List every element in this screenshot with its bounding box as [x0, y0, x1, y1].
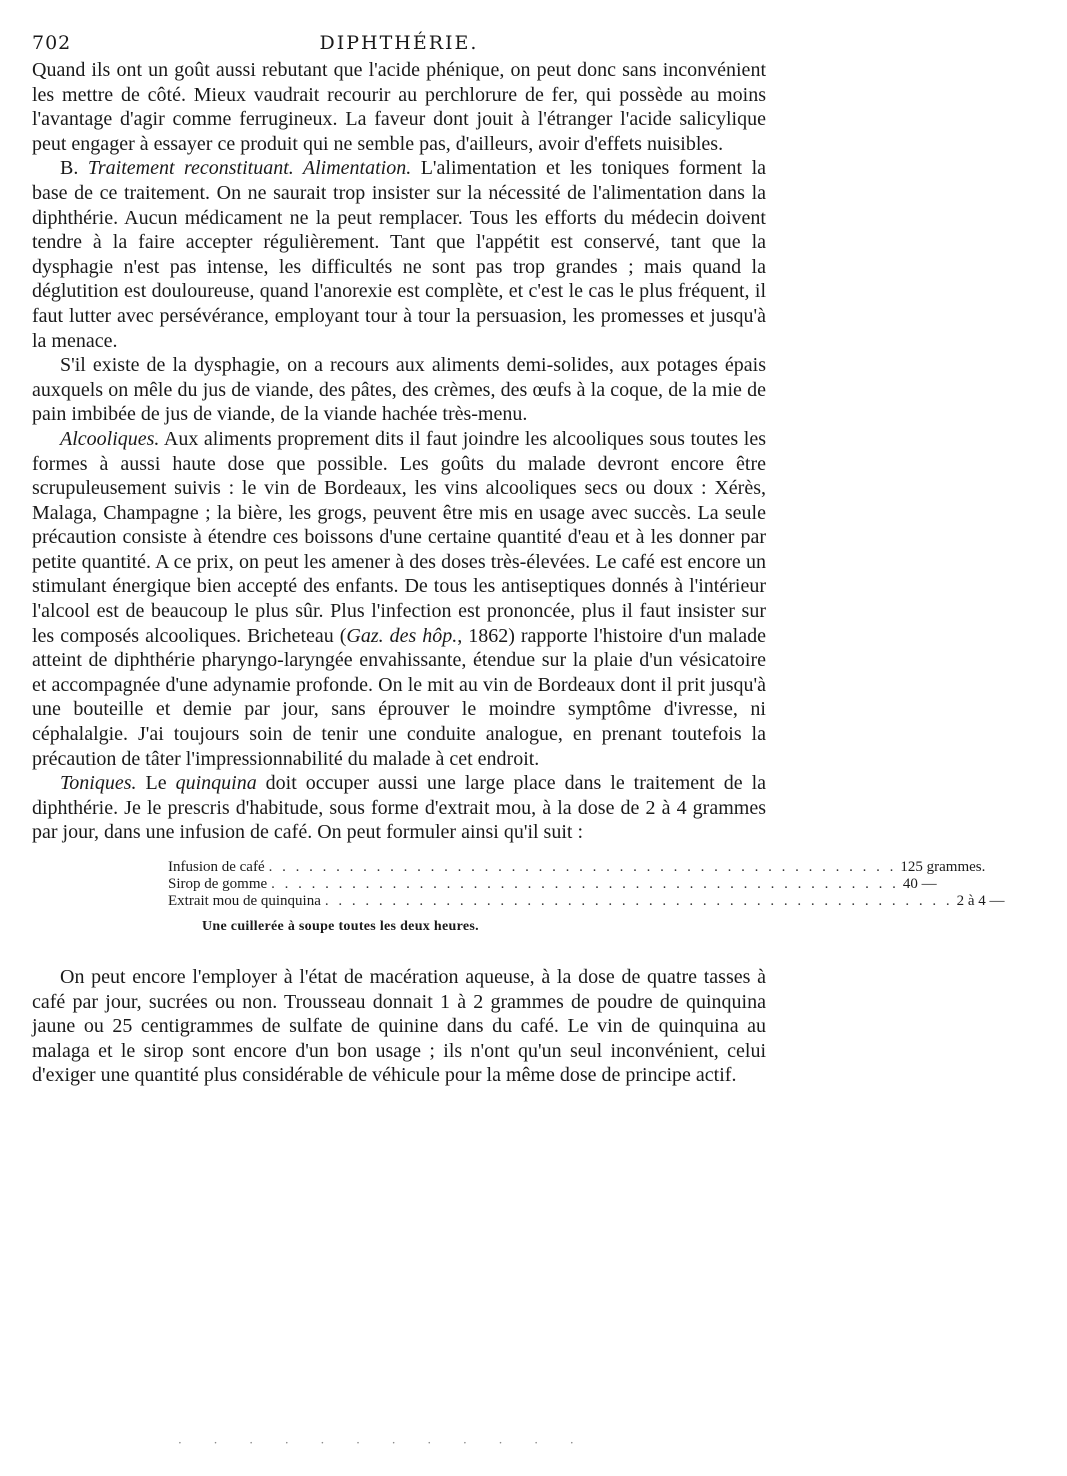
term-quinquina: quinquina	[175, 772, 257, 795]
section-heading-toniques: Toniques.	[60, 772, 137, 795]
paragraph-reconstituant	[32, 156, 766, 353]
page-number: 702	[32, 32, 72, 54]
recipe-ingredient: Extrait mou de quinquina	[168, 893, 321, 909]
paragraph-alcooliques-text-a: Aux aliments proprement dits il faut joindre les alcooliques sous toutes les formes à aussi haute dose que possible. Les goûts du malade devront encore être scrupuleusement suivis : le vin de Bordeaux, les vins alcooliques secs ou doux : Xérès, Malaga, Champagne ; la bière, les grogs, peuvent être mis en usage avec succès. La seule précaution consiste à étendre ces boissons d'une certaine quantité d'eau et à les donner par petite quantité. A ce prix, on peut les amener à des doses très-élevées. Le café est encore un stimulant énergique bien accepté des enfants. De tous les antiseptiques donnés à l'intérieur l'alcool est de beaucoup le plus sûr. Plus l'infection est prononcée, plus il faut insister sur les composés alcooliques. Bricheteau (	[32, 427, 766, 647]
recipe-quantity: 2 à 4 —	[956, 893, 1005, 909]
paragraph-maceration: On peut encore l'employer à l'état de macération aqueuse, à la dose de quatre tasses à café par jour, sucrées ou non. Trousseau donnait 1 à 2 grammes de poudre de quinquina jaune ou 25 centigrammes de sulfate de quinine dans du café. Le vin de quinquina au malaga et le sirop sont encore d'un bon usage ; ils n'ont qu'un seul inconvénient, celui d'exiger une quantité plus considérable de véhicule pour la même dose de principe actif.	[32, 966, 766, 1087]
leader-dots	[265, 859, 901, 876]
paragraph-toniques-text-b: doit occuper aussi une large place dans le traitement de la diphthérie. Je le prescris d'habitude, sous forme d'extrait mou, à la dose de 2 à 4 grammes par jour, dans une infusion de café. On peut formuler ainsi qu'il suit :	[32, 772, 767, 844]
body-text	[32, 58, 766, 845]
body-text-continued	[32, 965, 766, 1088]
recipe-dosage-note: Une cuillerée à soupe toutes les deux heures.	[202, 919, 479, 934]
recipe-row	[168, 859, 986, 876]
leader-dots	[321, 893, 957, 910]
recipe-formula	[32, 859, 1005, 935]
page-header	[32, 28, 766, 58]
section-letter: B.	[60, 157, 79, 180]
paragraph-phenique: Quand ils ont un goût aussi rebutant que l'acide phénique, on peut donc sans inconvénient les mettre de côté. Mieux vaudrait recourir au perchlorure de fer, qui possède au moins l'avantage d'agir comme ferrugineux. La faveur dont jouit à l'étranger l'acide salicylique peut engager à essayer ce produit qui ne semble pas, d'ailleurs, avoir d'effets nuisibles.	[32, 59, 766, 155]
recipe-ingredient: Infusion de café	[168, 859, 265, 875]
section-heading-alcooliques: Alcooliques.	[60, 427, 160, 450]
footer-smudge-marks: · · · · · · · · · · · ·	[178, 1436, 588, 1450]
paragraph-toniques	[32, 771, 766, 845]
recipe-quantity: 125 grammes.	[900, 859, 986, 875]
citation-gazette: Gaz. des hôp.	[346, 624, 458, 647]
paragraph-alcooliques	[32, 427, 766, 771]
paragraph-reconstituant-text: L'alimentation et les toniques forment la base de ce traitement. On ne saurait trop insister sur la nécessité de l'alimentation dans la diphthérie. Aucun médicament ne la peut remplacer. Tous les efforts du médecin doivent tendre à la faire accepter régulièrement. Tant que l'appétit est conservé, tant que la dysphagie n'est pas intense, les difficultés ne sont pas trop grandes ; mais quand la déglutition est douloureuse, quand l'anorexie est complète, et c'est le cas le plus fréquent, il faut lutter avec persévérance, employant tour à tour la persuasion, les promesses et jusqu'à la menace.	[32, 157, 767, 352]
recipe-row	[168, 876, 937, 893]
paragraph-dysphagie: S'il existe de la dysphagie, on a recours aux aliments demi-solides, aux potages épais auxquels on mêle du jus de viande, des pâtes, des crèmes, des œufs à la coque, de la mie de pain imbibée de jus de viande, de la viande hachée très-menu.	[32, 354, 766, 426]
section-heading-reconstituant: Traitement reconstituant. Alimentation.	[87, 157, 412, 180]
recipe-quantity: 40 —	[902, 876, 937, 892]
recipe-ingredient: Sirop de gomme	[168, 876, 268, 892]
paragraph-alcooliques-text-b: , 1862) rapporte l'histoire d'un malade atteint de diphthérie pharyngo-laryngée envahissante, étendue sur la plaie d'un vésicatoire et accompagnée d'une adynamie profonde. On le mit au vin de Bordeaux dont il prit jusqu'à une bouteille et demie par jour, sans éprouver le moindre symptôme d'ivresse, ni céphalalgie. J'ai toujours soin de tenir une conduite analogue, en prenant toutefois la précaution de tâter l'impressionnabilité du malade à cet endroit.	[32, 624, 766, 770]
recipe-row	[168, 893, 1005, 910]
paragraph-toniques-text-a: Le	[145, 772, 176, 795]
leader-dots	[267, 876, 903, 893]
running-title: DIPHTHÉRIE.	[319, 32, 479, 54]
